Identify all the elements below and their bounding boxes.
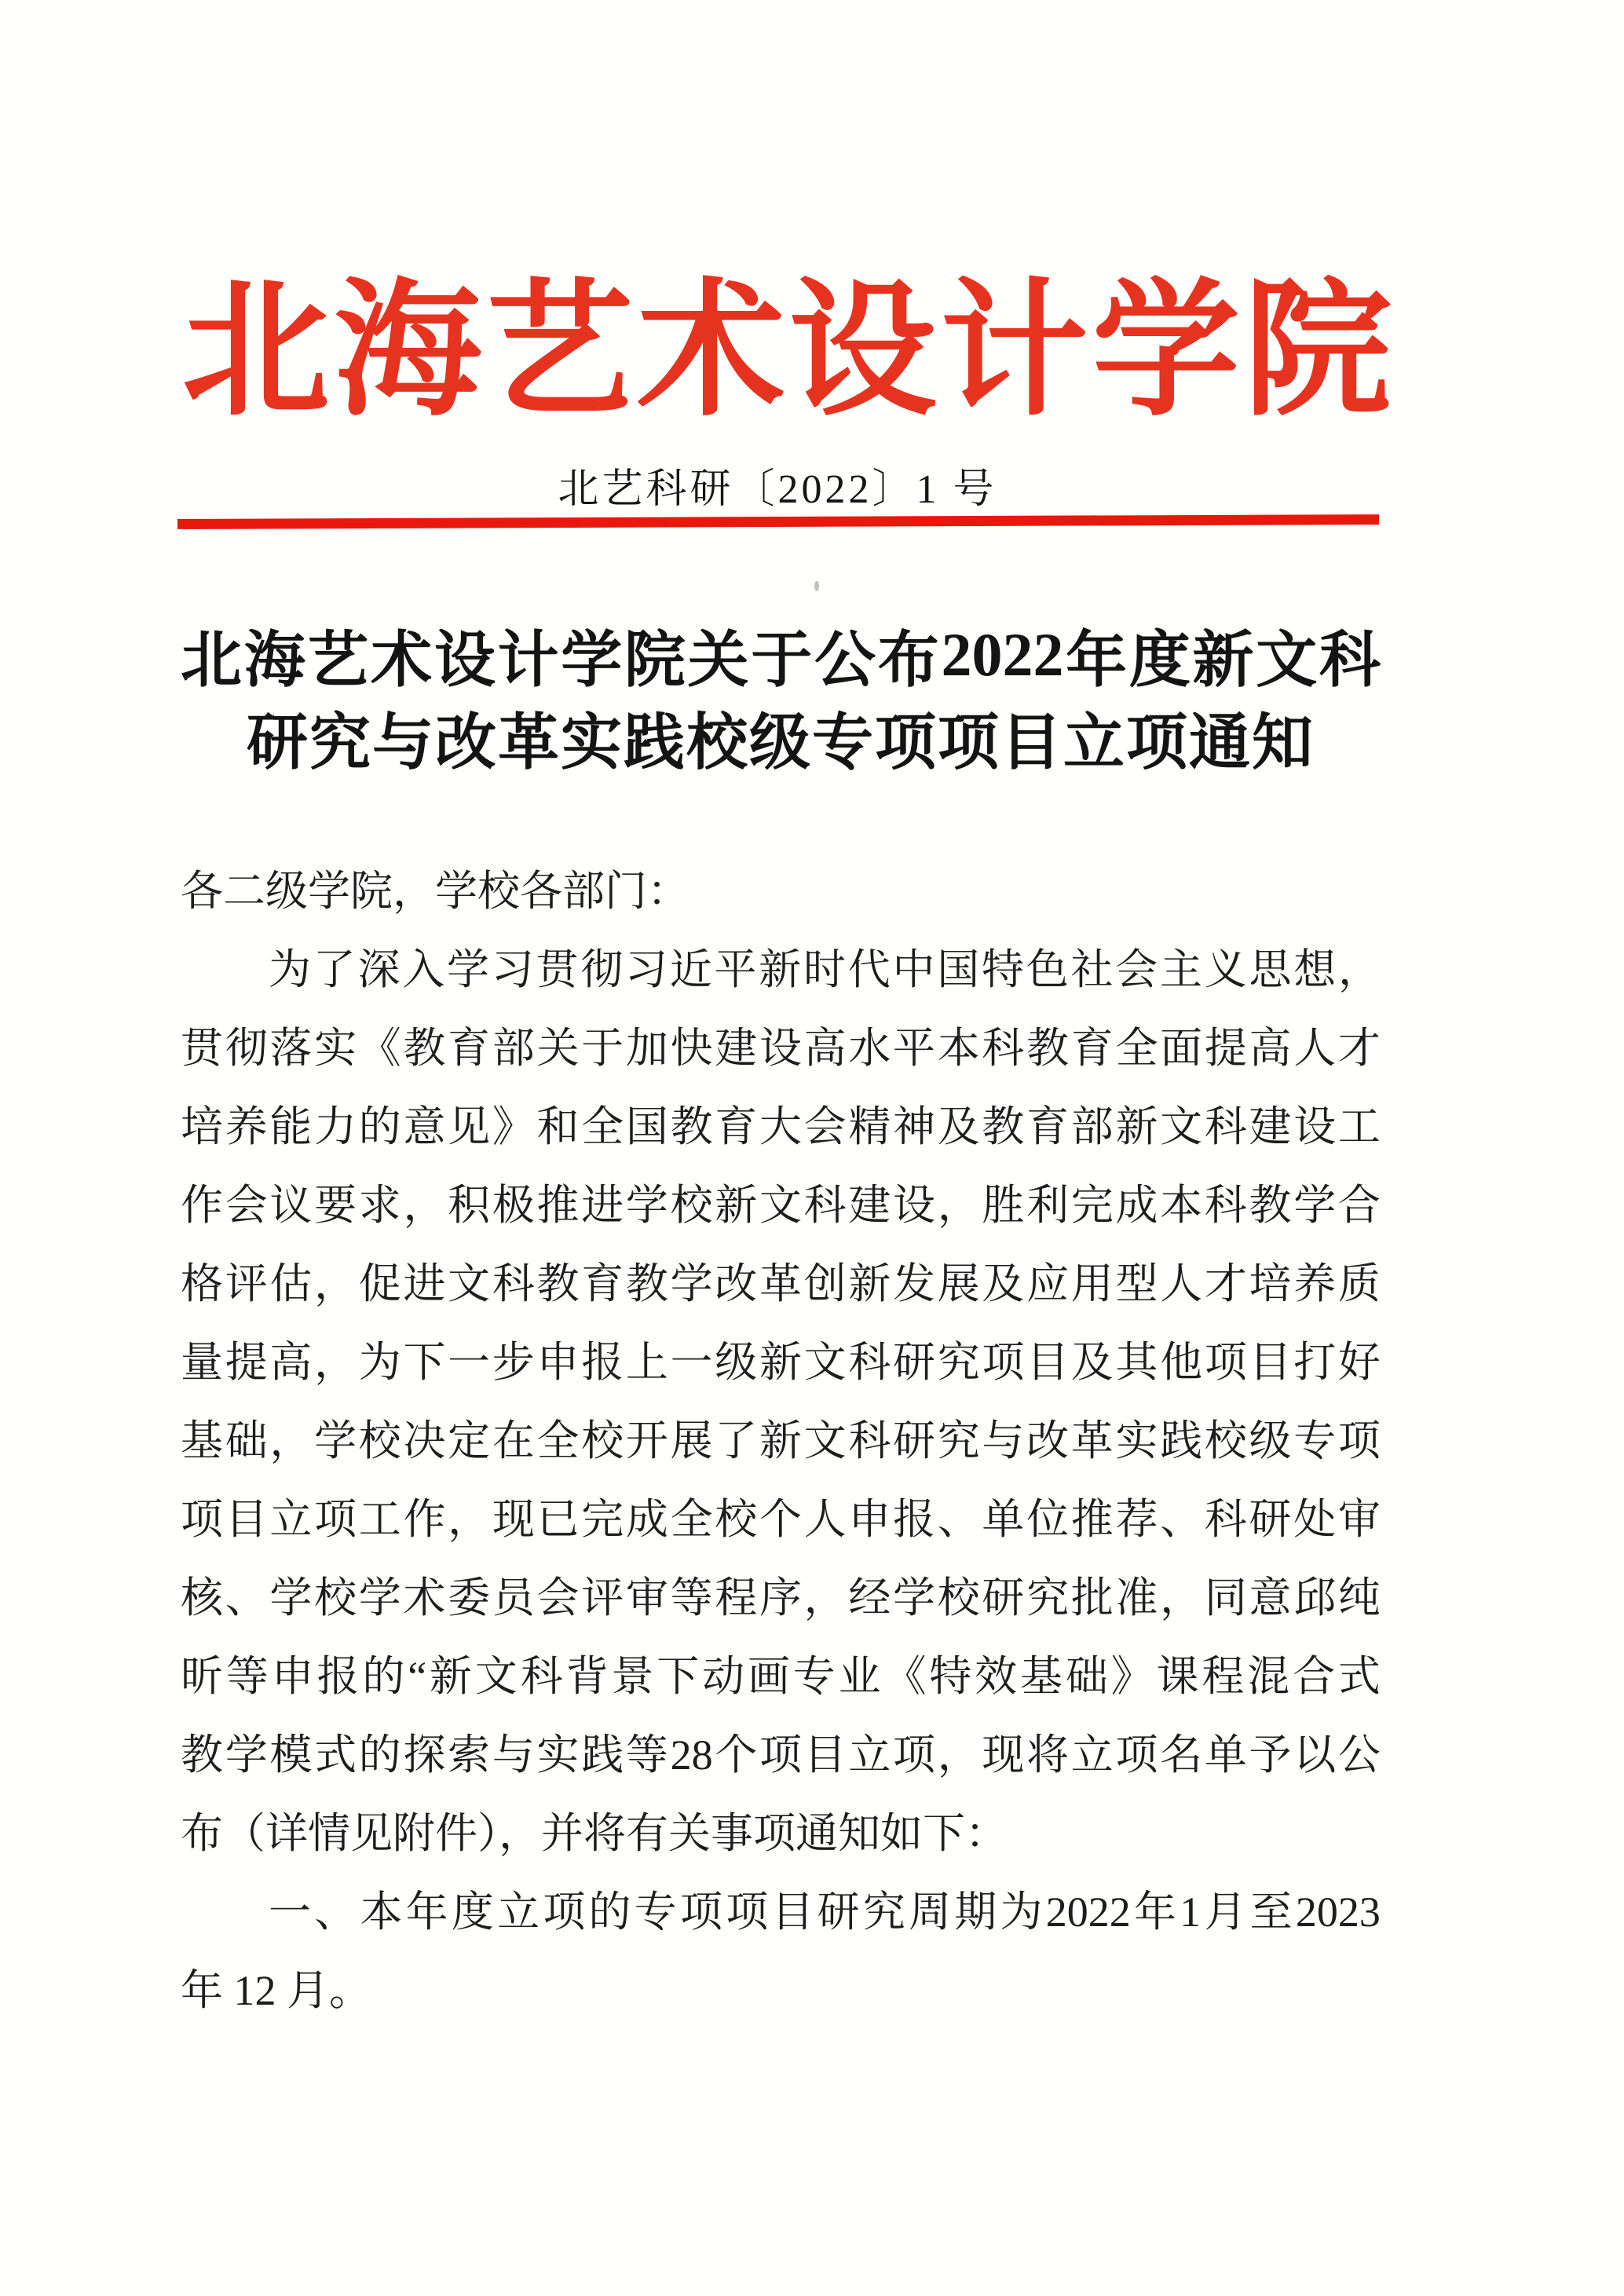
letterhead-school-name: 北 海 艺 术 设 计 学 院 — [182, 269, 1392, 433]
doc-title-line2: 研究与改革实践校级专项项目立项通知 — [246, 708, 1315, 777]
body-line: 为 了 深 入 学 习 贯 彻 习 近 平 新 时 代 中 国 特 色 社 会 主 义 思 想 ， — [269, 946, 1381, 993]
body-line: 作 会 议 要 求 ， 积 极 推 进 学 校 新 文 科 建 设 ， 胜 利 完 成 本 科 教 学 合 — [181, 1182, 1381, 1229]
body-line: 格 评 估 ， 促 进 文 科 教 育 教 学 改 革 创 新 发 展 及 应 用 型 人 才 培 养 质 — [181, 1260, 1381, 1307]
scan-artifact-dot — [814, 581, 819, 591]
body-line: 项 目 立 项 工 作 ， 现 已 完 成 全 校 个 人 申 报 、 单 位 推 荐 、 科 研 处 审 — [181, 1496, 1381, 1543]
body-line: 布（详情见附件），并将有关事项通知如下： — [181, 1810, 1008, 1857]
body-line: 贯 彻 落 实 《 教 育 部 关 于 加 快 建 设 高 水 平 本 科 教 育 全 面 提 高 人 才 — [181, 1025, 1381, 1072]
red-separator-line — [177, 514, 1379, 529]
body-line: 培 养 能 力 的 意 见 》 和 全 国 教 育 大 会 精 神 及 教 育 部 新 文 科 建 设 工 — [181, 1103, 1381, 1150]
body-line: 基 础 ， 学 校 决 定 在 全 校 开 展 了 新 文 科 研 究 与 改 革 实 践 校 级 专 项 — [181, 1417, 1381, 1464]
body-line: 各二级学院，学校各部门： — [181, 868, 689, 915]
body-line: 教 学 模 式 的 探 索 与 实 践 等 28 个 项 目 立 项 ， 现 将 立 项 名 单 予 以 公 — [181, 1731, 1381, 1779]
body-line: 年 12 月。 — [181, 1967, 371, 2014]
body-line: 昕 等 申 报 的 “ 新 文 科 背 景 下 动 画 专 业 《 特 效 基 础 》 课 程 混 合 式 — [181, 1653, 1381, 1700]
doc-title-line1: 北 海 艺 术 设 计 学 院 关 于 公 布 2022 年 度 新 文 科 — [181, 620, 1381, 694]
body-line: 一 、 本 年 度 立 项 的 专 项 项 目 研 究 周 期 为 2022 年 1 月 至 2023 — [269, 1888, 1381, 1936]
doc-title — [181, 611, 1381, 787]
body-lines — [181, 852, 1381, 2030]
doc-number: 北艺科研〔2022〕1 号 — [558, 467, 997, 512]
body-line: 量 提 高 ， 为 下 一 步 申 报 上 一 级 新 文 科 研 究 项 目 及 其 他 项 目 打 好 — [181, 1339, 1381, 1386]
body-line: 核 、 学 校 学 术 委 员 会 评 审 等 程 序 ， 经 学 校 研 究 批 准 ， 同 意 邱 纯 — [181, 1574, 1381, 1621]
